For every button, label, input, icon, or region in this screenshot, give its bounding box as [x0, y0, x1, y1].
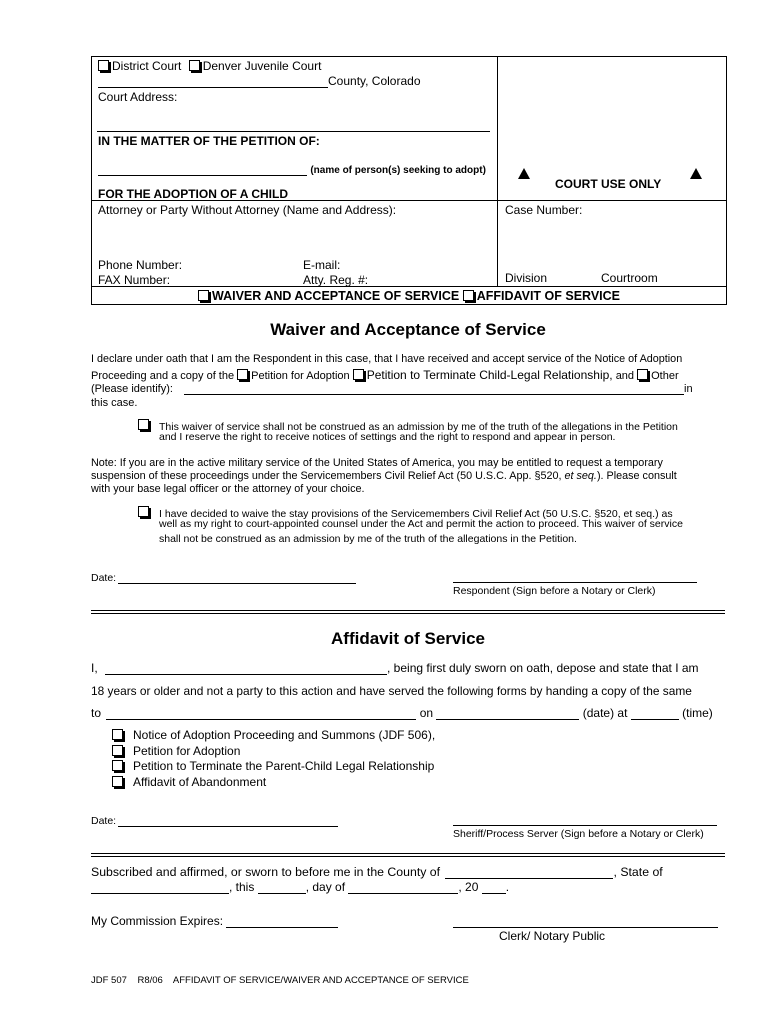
- phone-label: Phone Number:: [98, 258, 183, 272]
- affidavit-checkbox[interactable]: [463, 290, 474, 301]
- form-checkbox-2[interactable]: [112, 745, 123, 756]
- list-item: Petition for Adoption: [112, 744, 435, 760]
- affidavit-line-1: I, , being first duly sworn on oath, depose and state that I am: [91, 661, 699, 675]
- commission-line: My Commission Expires:: [91, 914, 338, 928]
- list-item: Affidavit of Abandonment: [112, 775, 435, 791]
- adoption-heading: FOR THE ADOPTION OF A CHILD: [98, 187, 288, 201]
- atty-reg-label: Atty. Reg. #:: [303, 273, 369, 287]
- court-address-label: Court Address:: [98, 90, 178, 104]
- stay-waiver-checkbox[interactable]: [138, 506, 149, 517]
- case-number-label: Case Number:: [505, 203, 583, 217]
- attorney-label: Attorney or Party Without Attorney (Name and Address):: [98, 203, 397, 217]
- division-label: Division: [505, 271, 548, 285]
- section-divider: [91, 610, 725, 614]
- doc-type-options: WAIVER AND ACCEPTANCE OF SERVICE AFFIDAVIT OF SERVICE: [91, 289, 727, 303]
- server-sign-line[interactable]: [453, 825, 717, 826]
- email-label: E-mail:: [303, 258, 341, 272]
- waiver-title: Waiver and Acceptance of Service: [270, 320, 546, 339]
- waiver-date: Date:: [91, 572, 356, 584]
- courtroom-label: Courtroom: [601, 271, 658, 285]
- affidavit-title: Affidavit of Service: [331, 629, 485, 648]
- footer: JDF 507 R8/06 AFFIDAVIT OF SERVICE/WAIVER AND ACCEPTANCE OF SERVICE: [91, 975, 469, 986]
- served-date-field[interactable]: [436, 707, 579, 720]
- form-checkbox-1[interactable]: [112, 729, 123, 740]
- respondent-sig-label: Respondent (Sign before a Notary or Clerk): [453, 585, 656, 597]
- notary-day-field[interactable]: [258, 881, 306, 894]
- waiver-note: This waiver of service shall not be construed as an admission by me of the truth of the allegations in the Petition and I reserve the right to receive notices of settings and the right to respond and appear in person.: [159, 421, 678, 443]
- notary-month-field[interactable]: [348, 881, 458, 894]
- clerk-sign-line[interactable]: [453, 927, 718, 928]
- affidavit-line-2: 18 years or older and not a party to this action and have served the following forms by handing a copy of the same: [91, 684, 692, 698]
- petition-adoption-checkbox[interactable]: [237, 369, 248, 380]
- district-court-checkbox[interactable]: [98, 60, 109, 71]
- affiant-name-field[interactable]: [105, 662, 387, 675]
- form-checkbox-3[interactable]: [112, 760, 123, 771]
- other-identify-field[interactable]: [184, 383, 684, 395]
- stay-checkbox-wrap: [138, 505, 152, 519]
- list-item: Notice of Adoption Proceeding and Summons (JDF 506),: [112, 728, 435, 744]
- served-time-field[interactable]: [631, 707, 679, 720]
- notary-state-field[interactable]: [91, 881, 229, 894]
- stay-waiver-text: I have decided to waive the stay provisions of the Servicemembers Civil Relief Act (50 U.S.C. §520, et seq.) as well as my right to court-appointed counsel under the Act and permit the action to proceed. This waiver of service shall not be construed as an admission by me of the truth of the allegations in the Petition.: [159, 508, 683, 545]
- up-arrow-icon: [690, 168, 702, 179]
- affidavit-date: Date:: [91, 815, 338, 827]
- petition-terminate-checkbox[interactable]: [353, 369, 364, 380]
- waiver-note-checkbox[interactable]: [138, 419, 149, 430]
- affidavit-line-3: to on (date) at (time): [91, 706, 713, 720]
- doc-type-divider: [91, 286, 727, 287]
- waiver-line-2: Proceeding and a copy of the Petition for Adoption Petition to Terminate Child-Legal Relationship, and Other: [91, 368, 679, 382]
- notary-divider: [91, 853, 725, 857]
- clerk-label: Clerk/ Notary Public: [499, 929, 606, 943]
- court-use-only: COURT USE ONLY: [555, 177, 662, 191]
- respondent-sign-line[interactable]: [453, 582, 697, 583]
- notary-year-field[interactable]: [482, 881, 506, 894]
- affidavit-date-field[interactable]: [118, 815, 338, 827]
- served-person-field[interactable]: [106, 707, 416, 720]
- caption-divider: [497, 56, 498, 286]
- this-case: this case.: [91, 397, 138, 409]
- waiver-note-checkbox-wrap: [138, 418, 152, 432]
- adopter-name-field[interactable]: [98, 165, 307, 176]
- fax-label: FAX Number:: [98, 273, 171, 287]
- adopter-line: (name of person(s) seeking to adopt): [98, 162, 486, 176]
- please-identify-line: (Please identify): in: [91, 383, 693, 395]
- military-note: Note: If you are in the active military service of the United States of America, you may be entitled to request a temporary suspension of these proceedings under the Servicemembers Civil Relief Act (50 U.S.C. App. §520, et seq.). Please consult with your base legal officer or the attorney of your choice.: [91, 457, 677, 495]
- juvenile-court-checkbox[interactable]: [189, 60, 200, 71]
- form-checkbox-4[interactable]: [112, 776, 123, 787]
- county-field[interactable]: [98, 74, 328, 88]
- matter-heading: IN THE MATTER OF THE PETITION OF:: [98, 134, 320, 148]
- county-line: County, Colorado: [98, 74, 421, 88]
- up-arrow-icon: [518, 168, 530, 179]
- court-options: District Court Denver Juvenile Court: [98, 59, 321, 73]
- other-checkbox[interactable]: [637, 369, 648, 380]
- list-item: Petition to Terminate the Parent-Child Legal Relationship: [112, 759, 435, 775]
- address-underline: [97, 131, 490, 132]
- forms-list: [112, 728, 435, 790]
- notary-line-1: Subscribed and affirmed, or sworn to before me in the County of , State of: [91, 865, 663, 879]
- commission-date-field[interactable]: [226, 915, 338, 928]
- notary-line-2: , this , day of , 20 .: [91, 880, 509, 894]
- waiver-checkbox[interactable]: [198, 290, 209, 301]
- server-sig-label: Sheriff/Process Server (Sign before a Notary or Clerk): [453, 828, 704, 840]
- notary-county-field[interactable]: [445, 866, 613, 879]
- waiver-line-1: I declare under oath that I am the Respondent in this case, that I have received and accept service of the Notice of Adoption: [91, 353, 683, 365]
- waiver-date-field[interactable]: [118, 572, 356, 584]
